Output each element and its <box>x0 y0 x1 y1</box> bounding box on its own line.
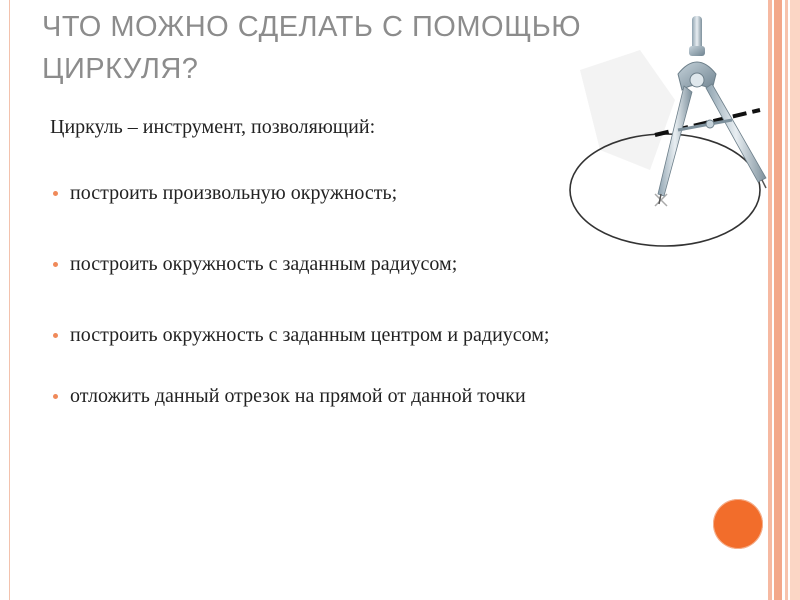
bullet-icon <box>53 262 58 267</box>
bullet-icon <box>53 191 58 196</box>
slide-title: ЧТО МОЖНО СДЕЛАТЬ С ПОМОЩЬЮ ЦИРКУЛЯ? <box>42 11 582 85</box>
intro-text: Циркуль – инструмент, позволяющий: <box>50 116 376 138</box>
bullet-item <box>50 383 730 410</box>
bullet-text: отложить данный отрезок на прямой от данной точки <box>70 385 526 407</box>
bullet-icon <box>53 394 58 399</box>
compass-illustration-icon <box>560 10 780 250</box>
decorative-stripe <box>785 0 788 600</box>
bullet-icon <box>53 333 58 338</box>
decorative-circle-icon <box>713 499 763 549</box>
bullet-item <box>50 251 730 278</box>
bullet-item <box>50 322 730 349</box>
bullet-text: построить окружность с заданным радиусом; <box>70 253 458 275</box>
left-border-line <box>9 0 10 600</box>
bullet-text: построить окружность с заданным центром и радиусом; <box>70 324 550 346</box>
bullet-text: построить произвольную окружность; <box>70 182 398 204</box>
decorative-stripe <box>790 0 800 600</box>
